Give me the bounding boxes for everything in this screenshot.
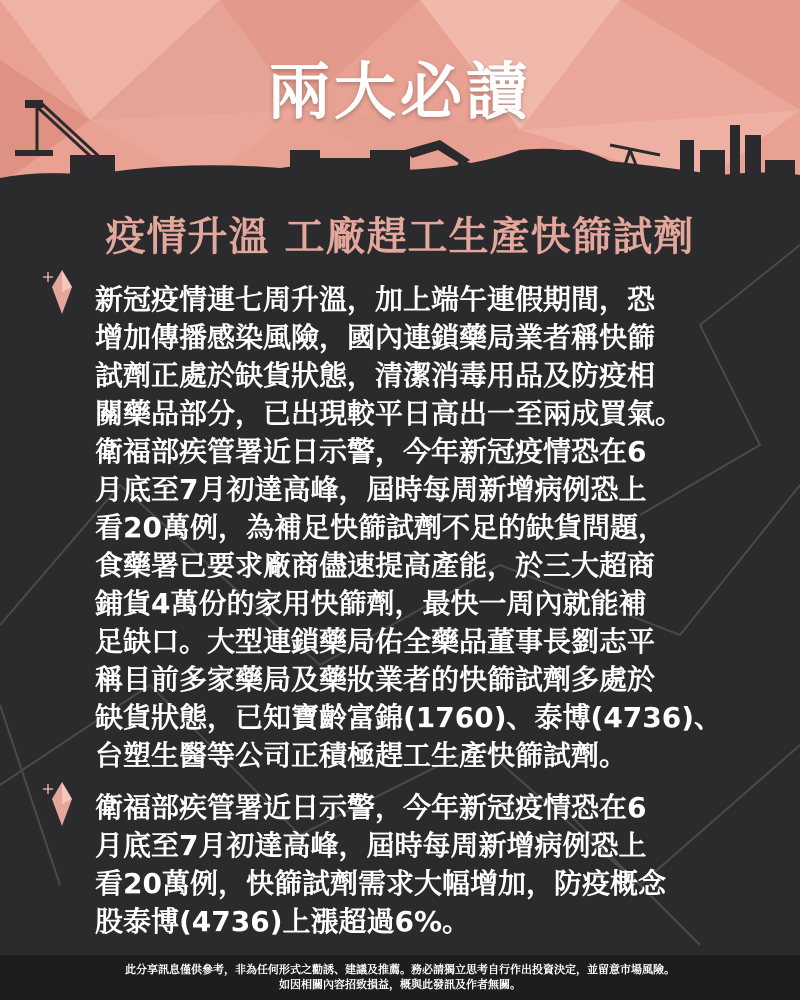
paragraph-2 xyxy=(95,789,785,941)
disclaimer-footer xyxy=(0,955,800,1000)
paragraph-line: 試劑正處於缺貨狀態，清潔消毒用品及防疫相 xyxy=(95,359,656,392)
paragraph-line: 足缺口。大型連鎖藥局佑全藥品董事長劉志平 xyxy=(95,625,656,658)
paragraph-line: 衛福部疾管署近日示警，今年新冠疫情恐在6 xyxy=(95,435,647,468)
paragraph-1 xyxy=(95,281,785,775)
paragraph-line: 衛福部疾管署近日示警，今年新冠疫情恐在6 xyxy=(95,791,647,824)
disclaimer-line: 如因相關內容招致損益，概與此發訊及作者無關。 xyxy=(279,978,521,991)
paragraph-line: 看20萬例，快篩試劑需求大幅增加，防疫概念 xyxy=(95,867,666,900)
paragraph-line: 缺貨狀態，已知寶齡富錦(1760)、泰博(4736)、 xyxy=(95,701,723,734)
paragraph-line: 關藥品部分，已出現較平日高出一至兩成買氣。 xyxy=(95,397,684,430)
page-title: 兩大必讀 xyxy=(267,55,532,128)
article-headline: 疫情升溫 工廠趕工生產快篩試劑 xyxy=(105,214,695,260)
paragraph-line: 月底至7月初達高峰，屆時每周新增病例恐上 xyxy=(95,473,647,506)
diamond-bullet-icon xyxy=(42,262,82,322)
disclaimer-line: 此分享訊息僅供參考，非為任何形式之勸誘、建議及推薦。務必請獨立思考自行作出投資決定，並留意市場風險。 xyxy=(125,963,675,976)
paragraph-line: 月底至7月初達高峰，屆時每周新增病例恐上 xyxy=(95,829,647,862)
paragraph-line: 看20萬例，為補足快篩試劑不足的缺貨問題， xyxy=(95,511,666,544)
paragraph-line: 股泰博(4736)上漲超過6%。 xyxy=(95,905,471,938)
paragraph-line: 新冠疫情連七周升溫，加上端午連假期間，恐 xyxy=(95,283,656,316)
paragraph-line: 台塑生醫等公司正積極趕工生產快篩試劑。 xyxy=(95,739,628,772)
paragraph-line: 食藥署已要求廠商儘速提高產能，於三大超商 xyxy=(95,549,656,582)
paragraph-line: 稱目前多家藥局及藥妝業者的快篩試劑多處於 xyxy=(95,663,656,696)
paragraph-line: 鋪貨4萬份的家用快篩劑，最快一周內就能補 xyxy=(95,587,647,620)
paragraph-line: 增加傳播感染風險，國內連鎖藥局業者稱快篩 xyxy=(95,321,656,354)
diamond-bullet-icon xyxy=(42,774,82,834)
